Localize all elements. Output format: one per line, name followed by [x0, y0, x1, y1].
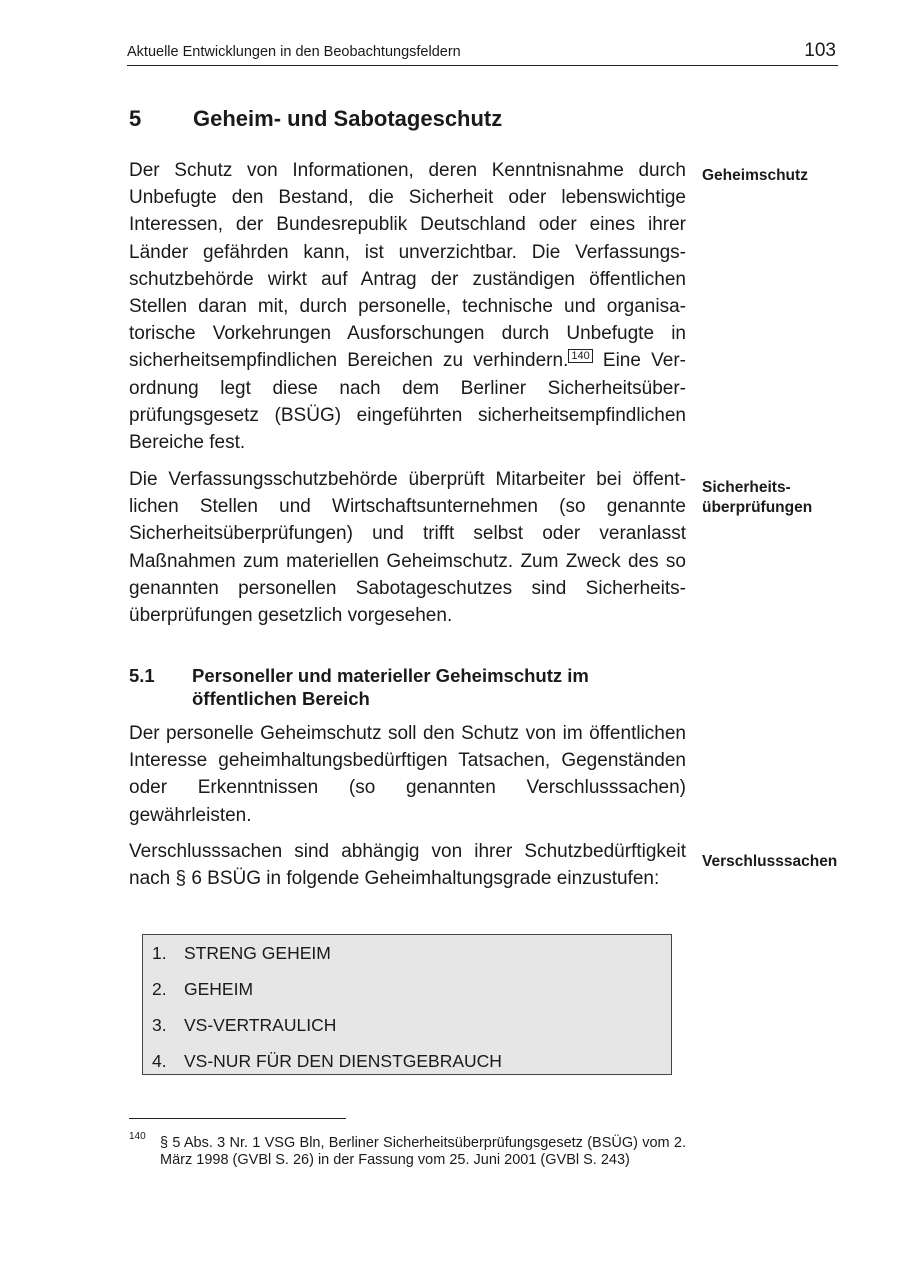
grade-label: VS-NUR FÜR DEN DIENSTGEBRAUCH — [184, 1051, 502, 1071]
footnote-mark: 140 — [129, 1131, 146, 1142]
paragraph-sicherheitsueberpruefungen: Die Verfassungsschutzbehörde überprüft Mitarbeiter bei öffentlichen Stellen und Wirtschaftsunternehmen (so genannte Sicherheitsüberprüfungen) und trifft selbst oder veranlasst Maßnahmen zum materiellen Geheimschutz. Zum Zweck des so genannten personellen Sabotageschutzes sind Sicherheitsüberprüfungen gesetzlich vorgesehen. — [129, 469, 686, 627]
section-heading — [129, 106, 502, 132]
grade-number: 3. — [152, 1015, 167, 1035]
grade-number: 1. — [152, 943, 167, 963]
paragraph-verschlusssachen: Verschlusssachen sind abhängig von ihrer Schutzbedürftigkeit nach § 6 BSÜG in folgende Geheimhaltungsgrade einzustufen: — [129, 841, 686, 890]
footnote-reference[interactable]: 140 — [568, 349, 592, 363]
classification-grades-box — [142, 934, 672, 1075]
paragraph-text: Der Schutz von Informationen, deren Kenntnisnahme durch Unbefugte den Bestand, die Sicherheit oder lebenswichtige Interessen, der Bundesrepublik Deutschland oder eines ihrer Länder gefährden kann, ist unverzichtbar. Die Verfassungsschutzbehörde wirkt auf Antrag der zuständigen öffentlichen Stellen daran mit, durch personelle, technische und organisatorische Vorkehrungen Ausforschungen durch Unbefugte in sicherheitsempfindlichen Bereichen zu verhindern. — [129, 160, 686, 372]
paragraph-text: Eine Verordnung legt diese nach dem Berliner Sicherheitsüberprüfungsgesetz (BSÜG) eingeführten sicherheitsempfindlichen Bereiche fest. — [129, 350, 686, 454]
grade-item — [152, 943, 331, 964]
margin-note-line: Sicherheits- — [702, 479, 791, 496]
grade-label: STRENG GEHEIM — [184, 943, 331, 963]
page-header — [127, 38, 838, 66]
footnote-separator — [129, 1118, 346, 1119]
subsection-title — [192, 664, 652, 710]
paragraph-personeller-geheimschutz: Der personelle Geheimschutz soll den Schutz von im öffentlichen Interesse geheimhaltungsbedürftigen Tatsachen, Gegenständen oder Erkenntnissen (so genannten Verschlusssachen) gewährleisten. — [129, 723, 686, 826]
grade-number: 2. — [152, 979, 167, 999]
page-number: 103 — [804, 40, 836, 61]
margin-note-line: überprüfungen — [702, 499, 813, 516]
running-header-title: Aktuelle Entwicklungen in den Beobachtungsfeldern — [127, 44, 461, 60]
margin-note-sicherheitsueberpruefungen — [702, 478, 882, 518]
margin-note-geheimschutz: Geheimschutz — [702, 167, 808, 184]
grade-item — [152, 979, 253, 1000]
margin-note-verschlusssachen: Verschlusssachen — [702, 853, 838, 870]
grade-item — [152, 1051, 502, 1072]
grade-label: GEHEIM — [184, 979, 254, 999]
footnote-text: § 5 Abs. 3 Nr. 1 VSG Bln, Berliner Sicherheitsüberprüfungsgesetz (BSÜG) vom 2. März 1998 (GVBl S. 26) in der Fassung vom 25. Juni 2001 (GVBl S. 243) — [160, 1135, 686, 1168]
grade-number: 4. — [152, 1051, 167, 1071]
subsection-title-line1: Personeller und materieller Geheimschutz im — [192, 665, 589, 686]
section-title: Geheim- und Sabotageschutz — [193, 106, 503, 131]
section-number: 5 — [129, 106, 142, 131]
subsection-title-line2: öffentlichen Bereich — [192, 688, 370, 709]
paragraph-geheimschutz — [129, 157, 686, 456]
grade-item — [152, 1015, 336, 1036]
grade-label: VS-VERTRAULICH — [184, 1015, 337, 1035]
subsection-number: 5.1 — [129, 665, 155, 686]
